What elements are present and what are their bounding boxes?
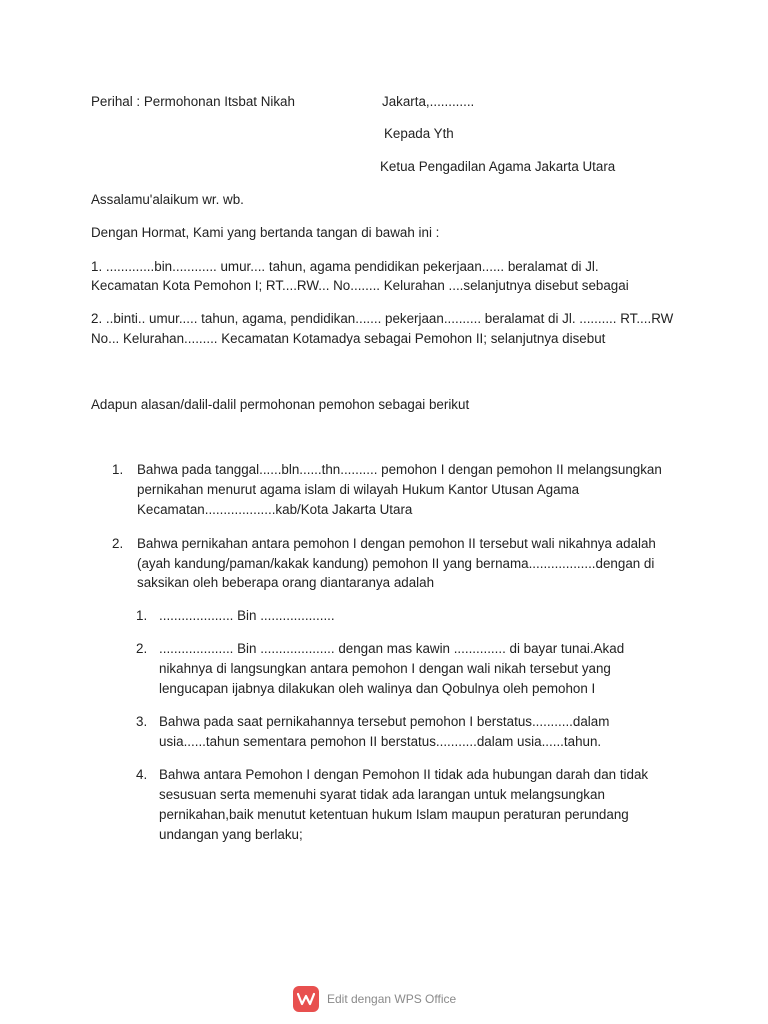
subitem-3-line-1: Bahwa pada saat pernikahannya tersebut pemohon I berstatus...........dalam (159, 714, 610, 729)
subitem-1-line-1: .................... Bin .................... (159, 608, 335, 623)
pemohon2-line-2: No... Kelurahan......... Kecamatan Kotamadya sebagai Pemohon II; selanjutnya disebut (91, 331, 606, 346)
subitem-2-line-1: .................... Bin .................... dengan mas kawin .............. di bayar tunai.Akad (159, 641, 625, 656)
place-date: Jakarta,............ (382, 94, 475, 109)
recipient: Ketua Pengadilan Agama Jakarta Utara (380, 159, 616, 174)
item-number: 1. (112, 462, 124, 477)
addressee-label: Kepada Yth (384, 126, 454, 141)
subitem-3-line-2: usia......tahun sementara pemohon II berstatus...........dalam usia......tahun. (159, 734, 602, 749)
subitem-number: 2. (136, 641, 148, 656)
item-number: 2. (112, 536, 124, 551)
greeting: Assalamu'alaikum wr. wb. (91, 192, 244, 207)
subitem-number: 4. (136, 767, 148, 782)
pemohon1-line-2: Kecamatan Kota Pemohon I; RT....RW... No........ Kelurahan ....selanjutnya disebut sebagai (91, 278, 629, 293)
subitem-number: 1. (136, 608, 148, 623)
subitem-4-line-1: Bahwa antara Pemohon I dengan Pemohon II tidak ada hubungan darah dan tidak (159, 767, 649, 782)
subitem-2-line-3: lengucapan ijabnya dilakukan oleh walinya dan Qobulnya oleh pemohon I (159, 681, 596, 696)
item-2-line-3: saksikan oleh beberapa orang diantaranya adalah (137, 575, 435, 590)
subject-line: Perihal : Permohonan Itsbat Nikah (91, 94, 295, 109)
wps-edit-link[interactable] (293, 984, 456, 1014)
subitem-4-line-4: undangan yang berlaku; (159, 827, 303, 842)
subitem-4-line-2: sesusuan serta memenuhi syarat tidak ada larangan untuk melangsungkan (159, 787, 605, 802)
item-2-line-2: (ayah kandung/paman/kakak kandung) pemohon II yang bernama..................dengan di (137, 556, 655, 571)
footer-text: Edit dengan WPS Office (327, 992, 457, 1006)
item-1-line-1: Bahwa pada tanggal......bln......thn.......... pemohon I dengan pemohon II melangsungkan (137, 462, 662, 477)
wps-office-icon (293, 986, 319, 1012)
subitem-2-line-2: nikahnya di langsungkan antara pemohon I dengan wali nikah tersebut yang (159, 661, 611, 676)
pemohon2-line-1: 2. ..binti.. umur..... tahun, agama, pendidikan....... pekerjaan.......... beralamat di Jl. .......... RT....RW (91, 311, 674, 326)
subitem-4-line-3: pernikahan,baik menutut ketentuan hukum Islam maupun peraturan perundang (159, 807, 629, 822)
pemohon1-line-1: 1. .............bin............ umur.... tahun, agama pendidikan pekerjaan...... beralamat di Jl. (91, 259, 599, 274)
intro-text: Dengan Hormat, Kami yang bertanda tangan di bawah ini : (91, 225, 440, 240)
item-2-line-1: Bahwa pernikahan antara pemohon I dengan pemohon II tersebut wali nikahnya adalah (137, 536, 656, 551)
subitem-number: 3. (136, 714, 148, 729)
item-1-line-2: pernikahan menurut agama islam di wilayah Hukum Kantor Utusan Agama (137, 482, 580, 497)
reasons-intro: Adapun alasan/dalil-dalil permohonan pemohon sebagai berikut (91, 397, 470, 412)
item-1-line-3: Kecamatan...................kab/Kota Jakarta Utara (137, 502, 413, 517)
